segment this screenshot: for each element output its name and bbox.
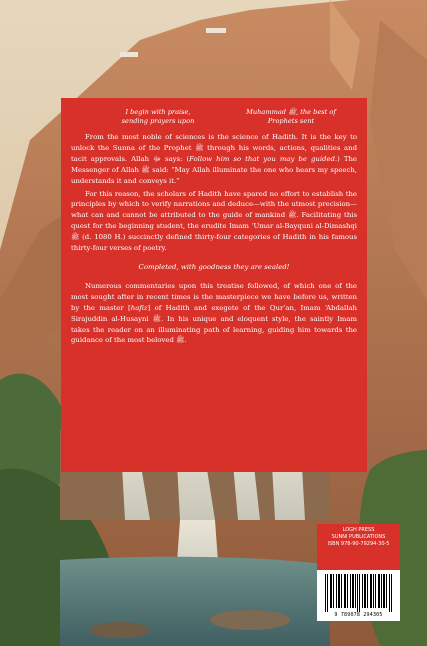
paragraph-1-end: ) The Messenger of Allah ﷺ said: “May Allah illuminate the one who hears my speech, understands it and conveys it.” — [71, 154, 357, 185]
paragraph-2: For this reason, the scholars of Hadith have spared no effort to establish the principles by which to verify narrations and deduce—with the utmost precision—what can and cannot be attributed to the guide of mankind ﷺ. Facilitating this quest for the beginning student, the erudite Imam ‘Umar al-Bayquni al-Dimashqi ﷺ (d. 1080 H.) succinctly defined thirty-four categories of Hadith in his famous thirty-four verses of poetry. — [71, 189, 357, 253]
paragraph-3-end: ] of Hadith and exegete of the Qur’an, Imam ‘Abdallah Sirajuddin al-Husayni ﷺ. In his unique and eloquent style, the saintly Imam takes the reader on an illuminating path of learning, guiding him towards the guidance of the most beloved ﷺ. — [71, 303, 357, 345]
barcode-bars — [317, 570, 400, 612]
publisher-imprint: SUNNI PUBLICATIONS — [331, 534, 386, 541]
verse-right: Muhammad ﷺ, the best of Prophets sent — [246, 108, 336, 125]
paragraph-3 — [71, 281, 357, 346]
closing-verse: Completed, with goodness they are sealed! — [138, 262, 290, 271]
barcode-digits: 9 789078 294305 — [334, 612, 383, 618]
publisher-box — [317, 524, 400, 570]
opening-verse — [71, 106, 357, 132]
publisher-name: LOGH PRESS — [342, 527, 375, 533]
description-panel — [61, 98, 367, 472]
paragraph-1-start: From the most noble of sciences is the science of Hadith. It is the key to unlock the Sunna of the Prophet ﷺ through his words, actions, qualities and tacit approvals. Allah ﷻ says: ( — [71, 133, 357, 163]
barcode — [317, 570, 400, 621]
hafiz-term: hafiz — [130, 303, 148, 312]
verse-left: I begin with praise, sending prayers upon — [121, 108, 195, 125]
quran-quote: Follow him so that you may be guided. — [189, 154, 338, 163]
paragraph-3-start: Numerous commentaries upon this treatise followed, of which one of the most sought after in recent times is the masterpiece we have before us, written by the master [ — [71, 281, 357, 312]
isbn-text: ISBN 978-90-79294-30-5 — [327, 541, 390, 548]
paragraph-1 — [71, 132, 357, 187]
